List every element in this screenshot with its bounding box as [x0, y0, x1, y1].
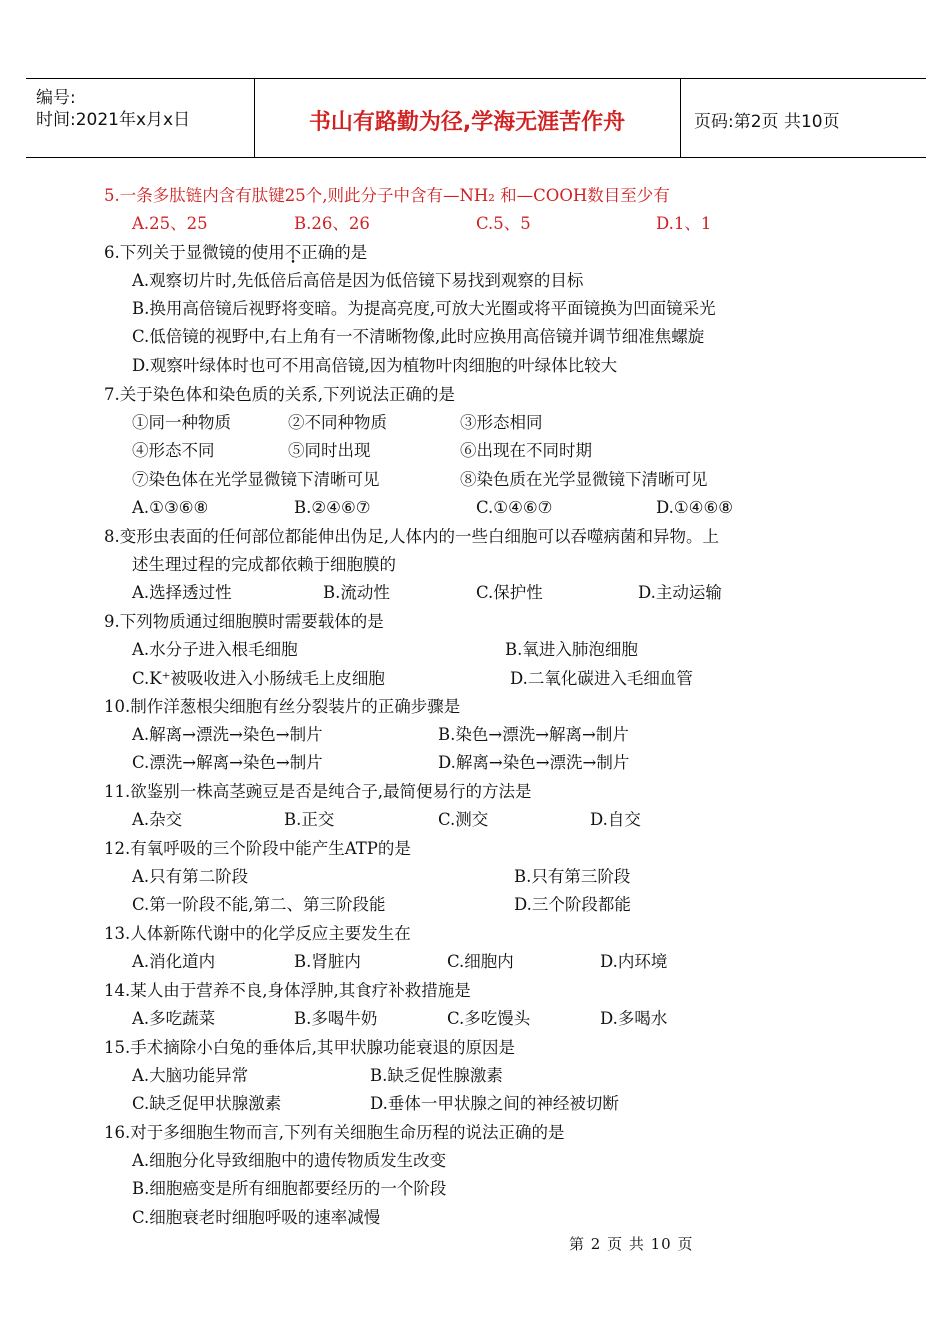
q14-option-b: B.多喝牛奶 — [294, 1009, 378, 1028]
q16-stem: 16.对于多细胞生物而言,下列有关细胞生命历程的说法正确的是 — [104, 1123, 565, 1142]
motto: 书山有路勤为径,学海无涯苦作舟 — [308, 110, 626, 135]
q6-stem-post: 正确的是 — [301, 243, 368, 262]
q5-option-a: A.25、25 — [132, 214, 208, 233]
q12-option-c: C.第一阶段不能,第二、第三阶段能 — [132, 895, 386, 914]
q8-stem-line1: 8.变形虫表面的任何部位都能伸出伪足,人体内的一些白细胞可以吞噬病菌和异物。上 — [104, 527, 719, 546]
q14-stem: 14.某人由于营养不良,身体浮肿,其食疗补救措施是 — [104, 981, 471, 1000]
time-label: 时间:2021年x月x日 — [36, 110, 191, 130]
header-left-cell — [26, 79, 255, 157]
q11-option-a: A.杂交 — [132, 810, 183, 829]
q12-stem: 12.有氧呼吸的三个阶段中能产生ATP的是 — [104, 839, 411, 858]
q7-option-a: A.①③⑥⑧ — [132, 498, 209, 517]
q13-option-d: D.内环境 — [600, 952, 668, 971]
q15-option-c: C.缺乏促甲状腺激素 — [132, 1094, 282, 1113]
q10-stem: 10.制作洋葱根尖细胞有丝分裂装片的正确步骤是 — [104, 697, 461, 716]
q12-option-b: B.只有第三阶段 — [514, 867, 631, 886]
page-footer: 第 2 页 共 10 页 — [569, 1235, 694, 1253]
q10-option-c: C.漂洗→解离→染色→制片 — [132, 753, 323, 772]
q13-stem: 13.人体新陈代谢中的化学反应主要发生在 — [104, 924, 411, 943]
q6-option-b: B.换用高倍镜后视野将变暗。为提高亮度,可放大光圈或将平面镜换为凹面镜采光 — [132, 299, 716, 318]
header-right-cell — [680, 79, 926, 157]
q13-option-c: C.细胞内 — [447, 952, 514, 971]
q6-option-d: D.观察叶绿体时也可不用高倍镜,因为植物叶肉细胞的叶绿体比较大 — [132, 356, 618, 375]
q7-option-b: B.②④⑥⑦ — [294, 498, 371, 517]
q16-option-a: A.细胞分化导致细胞中的遗传物质发生改变 — [132, 1151, 447, 1170]
q12-option-a: A.只有第二阶段 — [132, 867, 249, 886]
q15-stem: 15.手术摘除小白兔的垂体后,其甲状腺功能衰退的原因是 — [104, 1038, 515, 1057]
q14-option-c: C.多吃馒头 — [447, 1009, 531, 1028]
q5-stem: 5.一条多肽链内含有肽键25个,则此分子中含有—NH₂ 和—COOH数目至少有 — [104, 186, 670, 205]
q6-stem — [104, 242, 367, 264]
q15-option-d: D.垂体一甲状腺之间的神经被切断 — [370, 1094, 619, 1113]
q7-statement-2: ②不同种物质 — [288, 413, 387, 432]
q7-option-d: D.①④⑥⑧ — [656, 498, 734, 517]
q5-option-b: B.26、26 — [294, 214, 370, 233]
q7-statement-7: ⑦染色体在光学显微镜下清晰可见 — [132, 470, 380, 489]
q8-option-b: B.流动性 — [323, 583, 390, 602]
q10-option-d: D.解离→染色→漂洗→制片 — [438, 753, 630, 772]
page-info: 页码:第2页 共10页 — [694, 112, 840, 132]
q6-stem-emphasis: 不 — [284, 243, 302, 262]
q11-option-c: C.测交 — [438, 810, 489, 829]
q8-option-d: D.主动运输 — [638, 583, 722, 602]
q5-option-d: D.1、1 — [656, 214, 712, 233]
q7-option-c: C.①④⑥⑦ — [476, 498, 553, 517]
q6-option-a: A.观察切片时,先低倍后高倍是因为低倍镜下易找到观察的目标 — [132, 271, 584, 290]
q16-option-c: C.细胞衰老时细胞呼吸的速率减慢 — [132, 1208, 381, 1227]
q13-option-b: B.肾脏内 — [294, 952, 361, 971]
q11-stem: 11.欲鉴别一株高茎豌豆是否是纯合子,最简便易行的方法是 — [104, 782, 532, 801]
q7-statement-3: ③形态相同 — [460, 413, 543, 432]
q6-option-c: C.低倍镜的视野中,右上角有一不清晰物像,此时应换用高倍镜并调节细准焦螺旋 — [132, 327, 705, 346]
q7-statement-1: ①同一种物质 — [132, 413, 231, 432]
page-header — [26, 78, 926, 158]
q15-option-a: A.大脑功能异常 — [132, 1066, 249, 1085]
q9-option-a: A.水分子进入根毛细胞 — [132, 640, 298, 659]
q13-option-a: A.消化道内 — [132, 952, 216, 971]
q7-statement-5: ⑤同时出现 — [288, 441, 371, 460]
q7-stem: 7.关于染色体和染色质的关系,下列说法正确的是 — [104, 385, 455, 404]
q7-statement-8: ⑧染色质在光学显微镜下清晰可见 — [460, 470, 708, 489]
q16-option-b: B.细胞癌变是所有细胞都要经历的一个阶段 — [132, 1179, 447, 1198]
q14-option-a: A.多吃蔬菜 — [132, 1009, 216, 1028]
header-middle-cell — [254, 79, 681, 157]
q15-option-b: B.缺乏促性腺激素 — [370, 1066, 503, 1085]
q8-stem-line2: 述生理过程的完成都依赖于细胞膜的 — [132, 555, 396, 574]
number-label: 编号: — [36, 88, 76, 108]
q9-option-b: B.氧进入肺泡细胞 — [505, 640, 638, 659]
q8-option-c: C.保护性 — [476, 583, 543, 602]
q10-option-b: B.染色→漂洗→解离→制片 — [438, 725, 629, 744]
q10-option-a: A.解离→漂洗→染色→制片 — [132, 725, 323, 744]
q7-statement-4: ④形态不同 — [132, 441, 215, 460]
q9-option-d: D.二氧化碳进入毛细血管 — [510, 669, 693, 688]
q5-option-c: C.5、5 — [476, 214, 531, 233]
q9-stem: 9.下列物质通过细胞膜时需要载体的是 — [104, 612, 384, 631]
q11-option-d: D.自交 — [590, 810, 641, 829]
q9-option-c: C.K⁺被吸收进入小肠绒毛上皮细胞 — [132, 669, 385, 688]
q11-option-b: B.正交 — [284, 810, 335, 829]
q6-stem-pre: 6.下列关于显微镜的使用 — [104, 243, 285, 262]
q14-option-d: D.多喝水 — [600, 1009, 668, 1028]
q7-statement-6: ⑥出现在不同时期 — [460, 441, 592, 460]
q8-option-a: A.选择透过性 — [132, 583, 232, 602]
q12-option-d: D.三个阶段都能 — [514, 895, 631, 914]
